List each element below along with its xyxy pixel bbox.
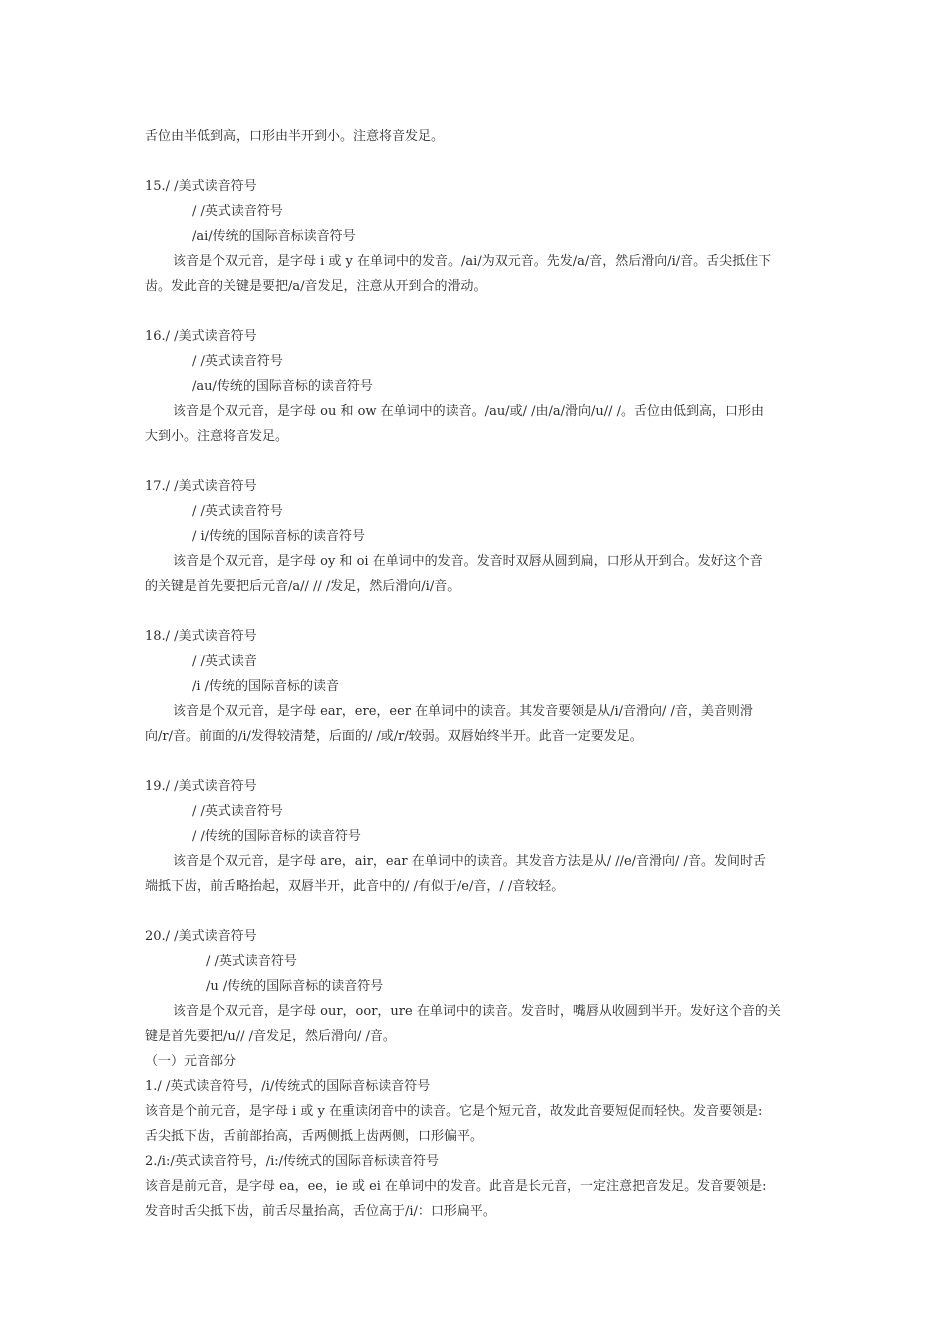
paragraph-line: 大到小。注意将音发足。 — [145, 429, 289, 444]
text-line: / /传统的国际音标的读音符号 — [192, 829, 361, 844]
spacer — [145, 149, 810, 174]
paragraph-line: 向/r/音。前面的/i/发得较清楚，后面的/ /或/r/较弱。双唇始终半开。此音一定要发足。 — [145, 729, 643, 744]
section-15 — [145, 174, 810, 299]
section-heading: 20./ /美式读音符号 — [145, 929, 257, 944]
text-line: / /英式读音符号 — [192, 804, 283, 819]
text-line: /au/传统的国际音标的读音符号 — [192, 379, 373, 394]
section-18 — [145, 624, 810, 749]
text-line: / /英式读音 — [192, 654, 257, 669]
section-20 — [145, 924, 810, 1049]
paragraph-line: 该音是个双元音，是字母 our，oor，ure 在单词中的读音。发音时，嘴唇从收圆到半开。发好这个音的关 — [173, 1004, 781, 1019]
section-heading: 19./ /美式读音符号 — [145, 779, 257, 794]
section-heading: 17./ /美式读音符号 — [145, 479, 257, 494]
section-17 — [145, 474, 810, 599]
spacer — [145, 449, 810, 474]
text-line: / /英式读音符号 — [192, 504, 283, 519]
text-line: / /英式读音符号 — [192, 354, 283, 369]
paragraph-line: 该音是个双元音，是字母 oy 和 oi 在单词中的发音。发音时双唇从圆到扁，口形从开到合。发好这个音 — [173, 554, 763, 569]
section-heading: 15./ /美式读音符号 — [145, 179, 257, 194]
text-line: /u /传统的国际音标的读音符号 — [206, 979, 384, 994]
text-line: 舌位由半低到高，口形由半开到小。注意将音发足。 — [145, 129, 445, 144]
section-title: （一）元音部分 — [145, 1054, 237, 1069]
vowel-section — [145, 1049, 810, 1224]
spacer — [145, 899, 810, 924]
paragraph-line: 舌尖抵下齿，舌前部抬高，舌两侧抵上齿两侧，口形偏平。 — [145, 1129, 484, 1144]
paragraph-line: 该音是个前元音，是字母 i 或 y 在重读闭音中的读音。它是个短元音，故发此音要短促而轻快。发音要领是: — [145, 1104, 763, 1119]
paragraph-line: 发音时舌尖抵下齿，前舌尽量抬高，舌位高于/i/：口形扁平。 — [145, 1204, 496, 1219]
section-heading: 1./ /英式读音符号，/i/传统式的国际音标读音符号 — [145, 1079, 431, 1094]
paragraph-line: 键是首先要把/u// /音发足，然后滑向/ /音。 — [145, 1029, 396, 1044]
text-line: / i/传统的国际音标的读音符号 — [192, 529, 366, 544]
section-19 — [145, 774, 810, 899]
text-line: /ai/传统的国际音标读音符号 — [192, 229, 356, 244]
spacer — [145, 299, 810, 324]
section-16 — [145, 324, 810, 449]
text-line: /i /传统的国际音标的读音 — [192, 679, 340, 694]
spacer — [145, 749, 810, 774]
paragraph-line: 该音是个双元音，是字母 ou 和 ow 在单词中的读音。/au/或/ /由/a/滑向/u// /。舌位由低到高，口形由 — [173, 404, 764, 419]
document-page — [145, 124, 810, 1224]
section-heading: 2./i:/英式读音符号，/i:/传统式的国际音标读音符号 — [145, 1154, 439, 1169]
section-heading: 16./ /美式读音符号 — [145, 329, 257, 344]
spacer — [145, 599, 810, 624]
paragraph-line: 该音是前元音，是字母 ea，ee，ie 或 ei 在单词中的发音。此音是长元音，一定注意把音发足。发音要领是: — [145, 1179, 767, 1194]
paragraph-line: 该音是个双元音，是字母 ear，ere，eer 在单词中的读音。其发音要领是从/i/音滑向/ /音，美音则滑 — [173, 704, 753, 719]
paragraph-line: 齿。发此音的关键是要把/a/音发足，注意从开到合的滑动。 — [145, 279, 487, 294]
section-heading: 18./ /美式读音符号 — [145, 629, 257, 644]
paragraph-line: 该音是个双元音，是字母 are，air，ear 在单词中的读音。其发音方法是从/ //e/音滑向/ /音。发间时舌 — [173, 854, 766, 869]
paragraph-line: 端抵下齿，前舌略抬起，双唇半开，此音中的/ /有似于/e/音，/ /音较轻。 — [145, 879, 565, 894]
paragraph-line: 的关键是首先要把后元音/a// // /发足，然后滑向/i/音。 — [145, 579, 461, 594]
paragraph-line: 该音是个双元音，是字母 i 或 y 在单词中的发音。/ai/为双元音。先发/a/音，然后滑向/i/音。舌尖抵住下 — [173, 254, 772, 269]
text-line: / /英式读音符号 — [192, 204, 283, 219]
text-line: / /英式读音符号 — [206, 954, 297, 969]
